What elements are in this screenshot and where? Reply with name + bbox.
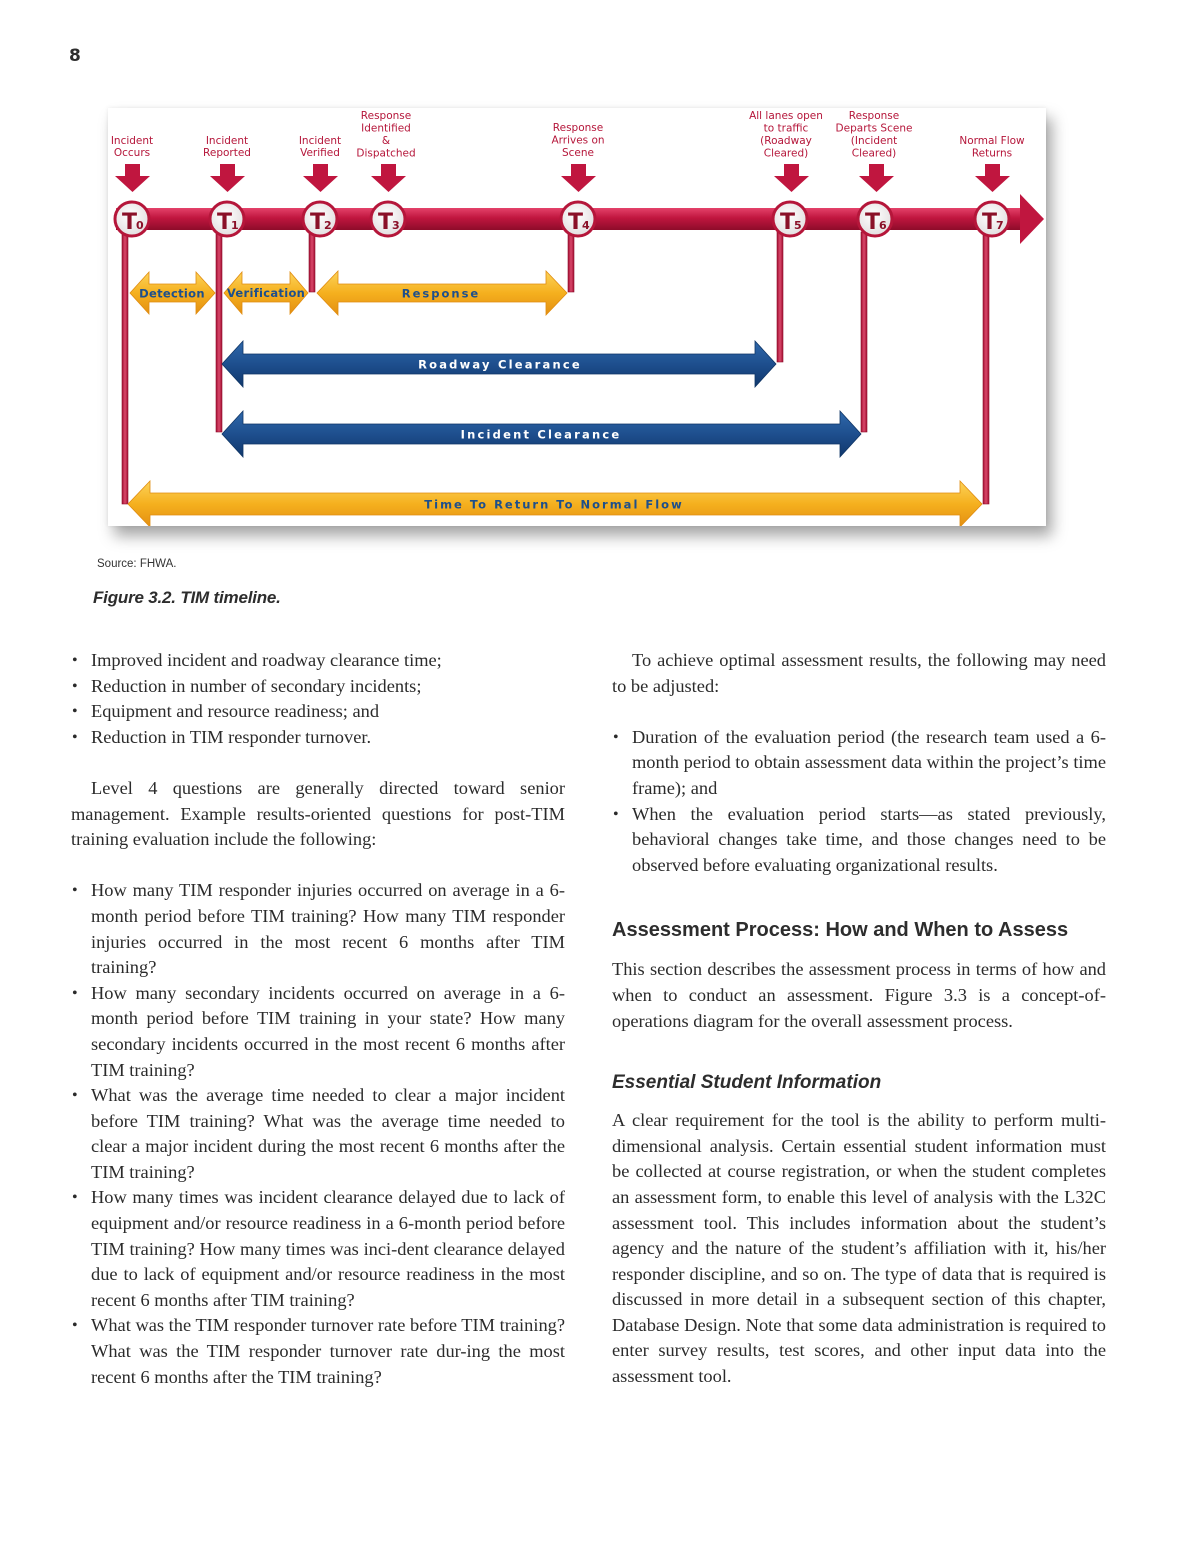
svg-text:4: 4 <box>582 219 590 232</box>
svg-text:IncidentOccurs: Incident Occurs <box>110 135 154 159</box>
marker-t5 <box>773 202 807 236</box>
section-heading: Assessment Process: How and When to Assess <box>612 919 1069 942</box>
list-item: • How many TIM responder injuries occurred on average in a 6-month period before TIM training? How many TIM responder injuries occurred in the most recent 6 months after TIM training? <box>71 878 565 980</box>
event-label-t0 <box>111 135 153 159</box>
svg-text:Time To Return To Normal Flow: Time To Return To Normal Flow <box>424 497 684 512</box>
event-label-t6 <box>836 110 913 160</box>
list-item: • What was the average time needed to clear a major incident before TIM training? What was the average time needed to clear a major incident during the most recent 6 months after the TIM training? <box>71 1083 565 1185</box>
svg-text:T: T <box>865 210 881 235</box>
event-label-t3 <box>356 110 415 160</box>
marker-t7 <box>975 202 1009 236</box>
marker-t6 <box>858 202 892 236</box>
outcomes-list <box>71 648 565 750</box>
marker-t4 <box>561 202 595 236</box>
event-label-t2 <box>299 135 341 159</box>
span-response <box>317 271 567 315</box>
marker-t1 <box>210 202 244 236</box>
svg-text:2: 2 <box>324 219 332 232</box>
questions-list <box>71 878 565 1390</box>
list-item: • Reduction in number of secondary incidents; <box>71 674 565 700</box>
event-label-t4 <box>551 122 604 159</box>
span-roadway-clearance <box>222 341 776 387</box>
adjustments-list <box>612 725 1106 879</box>
svg-text:0: 0 <box>136 219 144 232</box>
svg-text:Detection: Detection <box>139 286 205 301</box>
svg-text:Roadway Clearance: Roadway Clearance <box>418 357 582 372</box>
svg-text:3: 3 <box>392 219 400 232</box>
list-item: • Equipment and resource readiness; and <box>71 699 565 725</box>
left-column <box>71 648 565 1390</box>
svg-text:7: 7 <box>996 219 1004 232</box>
paragraph-level4: Level 4 questions are generally directed toward senior management. Example results-oriented questions for post-TIM training evaluation include the following: <box>71 777 565 850</box>
svg-text:Incident Clearance: Incident Clearance <box>460 427 622 442</box>
event-label-t1 <box>203 135 251 159</box>
svg-text:T: T <box>310 210 326 235</box>
svg-text:T: T <box>217 210 233 235</box>
span-detection <box>130 272 215 314</box>
event-label-t5 <box>749 110 823 160</box>
page-number: 8 <box>69 46 81 66</box>
svg-text:6: 6 <box>879 219 887 232</box>
svg-text:IncidentVerified: Incident Verified <box>298 135 342 159</box>
svg-text:ResponseArrives onScene: Response Arrives on Scene <box>551 122 605 159</box>
span-verification <box>224 272 308 314</box>
svg-text:T: T <box>122 210 138 235</box>
svg-text:1: 1 <box>231 219 239 232</box>
svg-text:Normal FlowReturns: Normal Flow Returns <box>959 135 1025 160</box>
event-label-t7 <box>959 135 1025 160</box>
svg-text:All lanes opento traffic(Roadw: All lanes open to traffic (Roadway Cleared) <box>749 110 823 160</box>
span-incident-clearance <box>222 411 861 457</box>
svg-text:IncidentReported: Incident Reported <box>203 135 251 159</box>
list-item: • How many times was incident clearance delayed due to lack of equipment and/or resource readiness in a 6-month period before TIM training? How many times was inci-dent clearance delayed due to lack of equipment and/or resource readiness in the most recent 6 months after TIM training? <box>71 1185 565 1313</box>
svg-text:Verification: Verification <box>226 286 306 300</box>
paragraph-student-information: A clear requirement for the tool is the ability to perform multi-dimensional analysis. Certain essential student information must be collected at course registration, or when the student completes an assessment form, to enable this level of analysis with the L32C assessment tool. This includes information about the student’s agency and the nature of the student’s affiliation with it, his/her responder discipline, and so on. The type of data that is required is discussed in more detail in a subsequent section of this chapter, Database Design. Note that some data administration is required to enter survey results, test scores, and other input data into the assessment tool. <box>612 1110 1106 1387</box>
list-item: • Duration of the evaluation period (the research team used a 6-month period to obtain assessment data within the project’s time frame); and <box>612 725 1106 802</box>
svg-text:T: T <box>568 210 584 235</box>
svg-text:T: T <box>378 210 394 235</box>
list-item: • When the evaluation period starts—as stated previously, behavioral changes take time, and those changes need to be observed before evaluating organizational results. <box>612 802 1106 879</box>
figure-caption: Figure 3.2. TIM timeline. <box>93 588 281 607</box>
list-item: • What was the TIM responder turnover rate before TIM training? What was the TIM responder turnover rate dur-ing the most recent 6 months after the TIM training? <box>71 1313 565 1390</box>
paragraph-optimal-results: To achieve optimal assessment results, the following may need to be adjusted: <box>612 650 1106 696</box>
marker-t2 <box>303 202 337 236</box>
span-normal-flow <box>128 481 982 526</box>
figure-source: Source: FHWA. <box>97 558 177 570</box>
subsection-heading: Essential Student Information <box>612 1072 882 1094</box>
svg-text:Response: Response <box>401 286 481 301</box>
list-item: • How many secondary incidents occurred on average in a 6-month period before TIM training in your state? How many secondary incidents occurred in the most recent 6 months after TIM training? <box>71 981 565 1083</box>
timeline-diagram <box>108 108 1046 526</box>
svg-text:T: T <box>780 210 796 235</box>
marker-t3 <box>371 202 405 236</box>
svg-text:ResponseDeparts Scene(Incident: Response Departs Scene (Incident Cleared) <box>835 110 913 160</box>
tim-timeline-figure <box>108 108 1046 526</box>
paragraph-assessment-process: This section describes the assessment process in terms of how and when to conduct an assessment. Figure 3.3 is a concept-of-operations diagram for the overall assessment process. <box>612 959 1106 1031</box>
down-arrow-icons <box>115 164 1010 192</box>
right-column <box>612 648 1106 1390</box>
svg-text:ResponseIdentified&Dispatched: Response Identified & Dispatched <box>356 110 416 160</box>
marker-t0 <box>115 202 149 236</box>
svg-text:5: 5 <box>794 219 802 232</box>
svg-text:T: T <box>982 210 998 235</box>
list-item: • Reduction in TIM responder turnover. <box>71 725 565 751</box>
list-item: • Improved incident and roadway clearance time; <box>71 648 565 674</box>
